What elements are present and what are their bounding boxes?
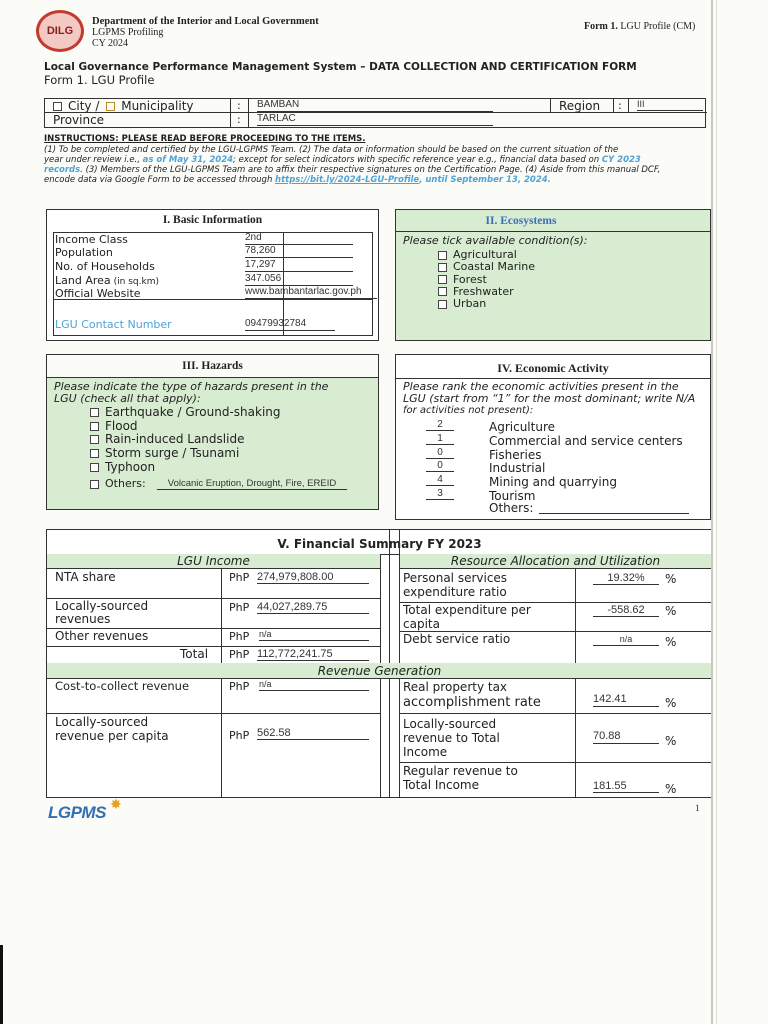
other-revenues-field[interactable]: n/a — [259, 629, 369, 641]
municipality-checkbox[interactable] — [106, 102, 115, 111]
ecosystem-checkbox[interactable] — [438, 263, 447, 272]
revenue-generation-heading: Revenue Generation — [317, 664, 442, 678]
basic-info-value[interactable]: 347.056 — [245, 273, 353, 286]
total-expenditure-label: Total expenditure per capita — [403, 603, 531, 631]
cy-label: CY 2024 — [92, 38, 129, 49]
ecosystem-option[interactable]: Urban — [438, 297, 486, 310]
debt-service-label: Debt service ratio — [403, 632, 511, 646]
google-form-link[interactable]: https://bit.ly/2024-LGU-Profile — [275, 175, 420, 185]
hazards-panel: III. Hazards Please indicate the type of hazards present in the LGU (check all that apply): Earthquake / Ground-shaking Flood Rain-induced Landslide Storm surge / Tsunami Typhoon Others: Volcanic Eruption, Drought, Fire, EREID — [46, 354, 379, 510]
lgu-id-table: City / Municipality Province : : BAMBAN TARLAC Region : III — [44, 98, 706, 128]
economic-others-label: Others: — [489, 501, 534, 515]
basic-info-label: Official Website — [55, 287, 141, 300]
department-name: Department of the Interior and Local Government — [92, 16, 319, 27]
ecosystem-option[interactable]: Agricultural — [438, 248, 517, 261]
economic-rank-field[interactable]: 4 — [426, 474, 454, 486]
ecosystem-option[interactable]: Coastal Marine — [438, 260, 535, 273]
total-income-field[interactable]: 112,772,241.75 — [257, 648, 369, 661]
hazard-checkbox[interactable] — [90, 435, 99, 444]
hazard-option[interactable]: Flood — [90, 419, 138, 433]
financial-summary-heading: V. Financial Summary FY 2023 — [277, 537, 482, 551]
cost-to-collect-field[interactable]: n/a — [259, 679, 369, 691]
scan-shadow — [0, 945, 3, 1024]
economic-rank-field[interactable]: 1 — [426, 433, 454, 445]
debt-service-field[interactable]: n/a — [593, 634, 659, 646]
form-reference: Form 1. LGU Profile (CM) — [584, 21, 696, 32]
instructions-heading: INSTRUCTIONS: PLEASE READ BEFORE PROCEEDING TO THE ITEMS. — [44, 134, 366, 144]
economic-activity-label: Commercial and service centers — [489, 433, 683, 448]
financial-summary-table: V. Financial Summary FY 2023 LGU Income Resource Allocation and Utilization Revenue Generation NTA share PhP 274,979,808.00 Locally-sourced revenues PhP 44,027,289.75 Other revenues PhP n/a Total PhP 112,772,241.75 Cost-to-collect revenue PhP n/a Locally-sourced revenue per capita PhP 562.58 Personal services expenditure ratio 19.32% % Total expenditure per capita -558.62 % Debt service ratio n/a % Real property tax accomplishment rate 142.41 % Locally-sourced revenue to Total Income 70.88 % Regular revenue to Total Income 181.55 % — [46, 529, 713, 798]
other-revenues-label: Other revenues — [55, 629, 149, 643]
region-field[interactable]: III — [637, 99, 703, 111]
scan-edge-line — [716, 0, 717, 1024]
hazard-checkbox[interactable] — [90, 463, 99, 472]
economic-activity-label: Tourism — [489, 489, 536, 503]
economic-activity-label: Mining and quarrying — [489, 475, 617, 490]
economic-rank-field[interactable]: 2 — [426, 419, 454, 431]
personal-services-label: Personal services expenditure ratio — [403, 571, 508, 599]
hazards-heading: III. Hazards — [182, 360, 243, 372]
basic-info-value[interactable]: 17,297 — [245, 259, 353, 272]
economic-rank-field[interactable]: 0 — [426, 447, 454, 459]
instructions-body: (1) To be completed and certified by the LGU-LGPMS Team. (2) The data or information should be based on the current situation of the year under review i.e., as of May 31, 2024; except for select indicators with specific reference year e.g., financial data based on CY 2023 records. (3) Members of the LGU-LGPMS Team are to affix their respective signatures on the Certification Page. (4) Aside from this manual DCF, encode data via Google Form to be accessed through https://bit.ly/2024-LGU-Profile, until September 13, 2024. — [44, 145, 661, 185]
lgu-name-field[interactable]: BAMBAN — [257, 99, 493, 112]
basic-info-value[interactable]: 78,260 — [245, 245, 353, 258]
total-expenditure-field[interactable]: -558.62 — [593, 604, 659, 617]
hazard-option[interactable]: Typhoon — [90, 460, 155, 474]
form-subtitle: Form 1. LGU Profile — [44, 73, 155, 87]
locally-sourced-per-capita-label: Locally-sourced revenue per capita — [55, 715, 169, 743]
hazard-checkbox[interactable] — [90, 422, 99, 431]
economic-activity-label: Industrial — [489, 461, 546, 476]
basic-info-value[interactable]: 2nd — [245, 232, 353, 245]
locally-sourced-revenues-label: Locally-sourced revenues — [55, 599, 149, 626]
economic-others-field[interactable] — [539, 501, 689, 514]
basic-info-label: Land Area (in sq.km) — [55, 274, 159, 287]
ecosystems-heading: II. Ecosystems — [485, 215, 557, 227]
nta-share-field[interactable]: 274,979,808.00 — [257, 571, 369, 584]
ecosystem-option[interactable]: Freshwater — [438, 285, 514, 298]
scan-edge-line — [711, 0, 713, 1024]
city-municipality-label: City / Municipality — [53, 99, 194, 113]
economic-activity-heading: IV. Economic Activity — [497, 361, 609, 375]
economic-activity-label: Agriculture — [489, 420, 555, 434]
profiling-label: LGPMS Profiling — [92, 27, 164, 38]
contact-number-label: LGU Contact Number — [55, 318, 172, 331]
basic-info-label: Population — [55, 246, 113, 259]
total-label: Total — [180, 647, 209, 661]
regular-revenue-to-total-label: Regular revenue to Total Income — [403, 764, 518, 792]
city-checkbox[interactable] — [53, 102, 62, 111]
basic-info-value[interactable]: www.bambantarlac.gov.ph — [245, 286, 377, 299]
regular-revenue-to-total-field[interactable]: 181.55 — [593, 780, 659, 793]
locally-sourced-per-capita-field[interactable]: 562.58 — [257, 727, 369, 740]
resource-allocation-heading: Resource Allocation and Utilization — [450, 554, 661, 568]
page-number: 1 — [695, 803, 700, 813]
locally-sourced-revenues-field[interactable]: 44,027,289.75 — [257, 601, 369, 614]
lgu-income-heading: LGU Income — [177, 554, 250, 568]
ecosystem-checkbox[interactable] — [438, 287, 447, 296]
province-field[interactable]: TARLAC — [257, 113, 493, 126]
ecosystem-checkbox[interactable] — [438, 275, 447, 284]
ecosystem-option[interactable]: Forest — [438, 273, 487, 286]
province-label: Province — [53, 113, 105, 127]
hazard-others: Others: — [90, 477, 146, 490]
economic-rank-field[interactable]: 0 — [426, 460, 454, 472]
basic-information-panel — [46, 209, 379, 341]
hazard-others-field[interactable]: Volcanic Eruption, Drought, Fire, EREID — [157, 478, 347, 490]
hazards-instruction: Please indicate the type of hazards present in the — [54, 380, 329, 393]
economic-instruction: Please rank the economic activities present in the LGU (start from “1” for the most dominant; write N/A for activities not present): — [403, 380, 696, 416]
hazard-others-checkbox[interactable] — [90, 480, 99, 489]
hazard-option[interactable]: Storm surge / Tsunami — [90, 446, 239, 460]
locally-sourced-to-total-label: Locally-sourced revenue to Total Income — [403, 717, 500, 759]
region-label: Region — [559, 99, 601, 113]
hazard-checkbox[interactable] — [90, 449, 99, 458]
hazard-checkbox[interactable] — [90, 408, 99, 417]
cost-to-collect-label: Cost-to-collect revenue — [55, 679, 190, 693]
locally-sourced-to-total-field[interactable]: 70.88 — [593, 730, 659, 744]
economic-rank-field[interactable]: 3 — [426, 488, 454, 500]
hazard-option[interactable]: Earthquake / Ground-shaking — [90, 405, 281, 419]
hazard-option[interactable]: Rain-induced Landslide — [90, 432, 244, 446]
ecosystem-checkbox[interactable] — [438, 251, 447, 260]
logo-star-icon: ✸ — [110, 797, 122, 813]
ecosystem-checkbox[interactable] — [438, 300, 447, 309]
form-title: Local Governance Performance Management System – DATA COLLECTION AND CERTIFICATION FORM — [44, 61, 637, 73]
ecosystems-instruction: Please tick available condition(s): — [403, 234, 588, 247]
seal-text: DILG — [46, 25, 74, 37]
economic-activity-panel — [395, 354, 711, 520]
basic-info-label: Income Class — [55, 233, 128, 246]
rpt-accomplishment-field[interactable]: 142.41 — [593, 693, 659, 707]
basic-information-heading: I. Basic Information — [162, 214, 263, 226]
nta-share-label: NTA share — [55, 570, 116, 584]
lgpms-logo: ✸ LGPMS — [48, 797, 122, 822]
economic-activity-label: Fisheries — [489, 447, 542, 462]
contact-number-field[interactable]: 09479932784 — [245, 318, 335, 331]
ecosystems-panel — [395, 209, 711, 341]
basic-info-label: No. of Households — [55, 260, 155, 273]
personal-services-field[interactable]: 19.32% — [593, 572, 659, 585]
dilg-seal — [36, 10, 84, 52]
rpt-accomplishment-label: Real property tax accomplishment rate — [403, 680, 541, 710]
